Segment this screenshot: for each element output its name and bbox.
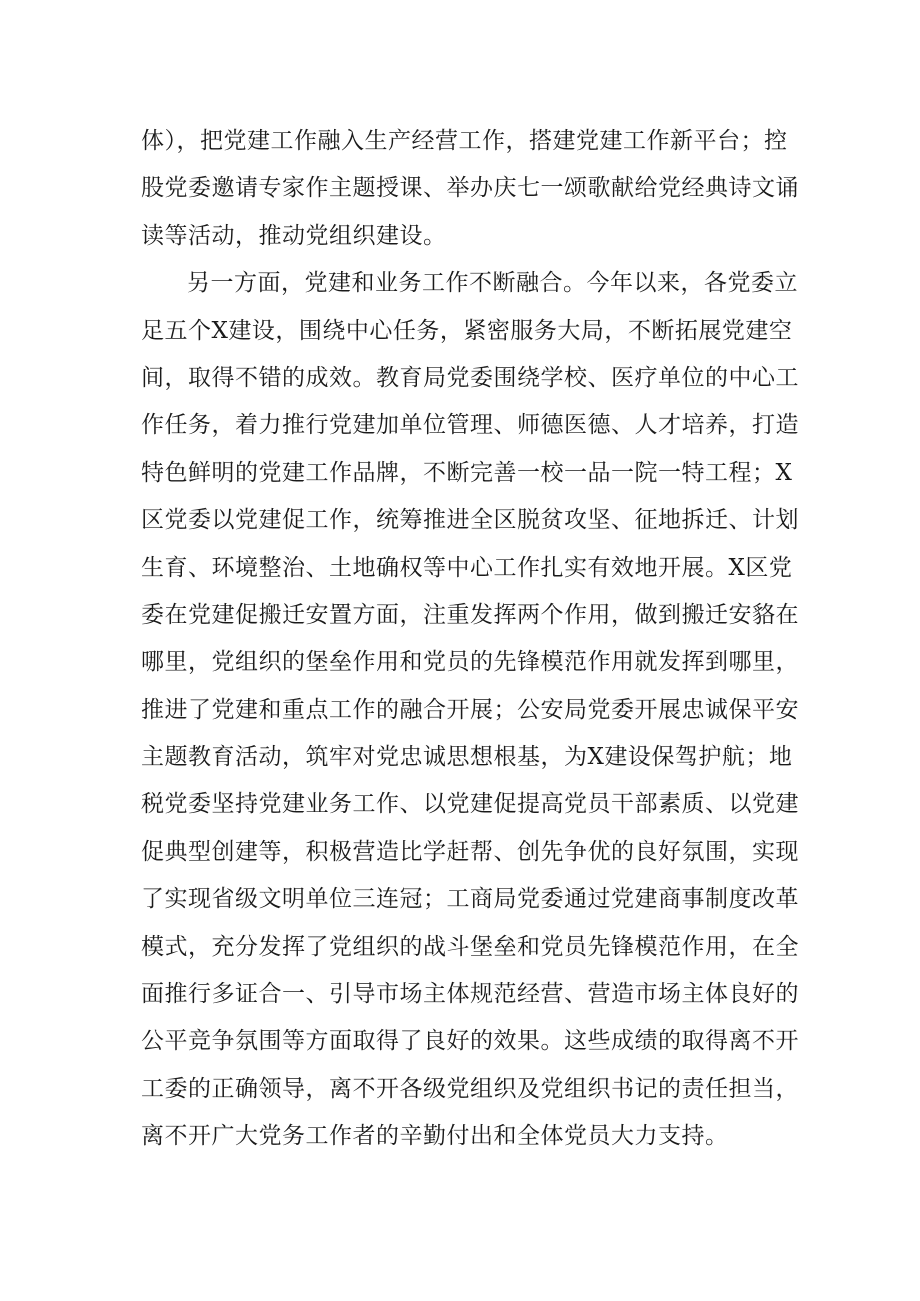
text-line: 面推行多证合一、引导市场主体规范经营、营造市场主体良好的 [141,981,799,1008]
text-line: 体），把党建工作融入生产经营工作，搭建党建工作新平台；控 [141,128,788,154]
text-line: 促典型创建等，积极营造比学赶帮、创先争优的良好氛围，实现 [141,838,799,865]
text-line: 股党委邀请专家作主题授课、举办庆七一颂歌献给党经典诗文诵 [141,175,799,202]
body-text [141,118,799,1161]
text-line: 哪里，党组织的堡垒作用和党员的先锋模范作用就发挥到哪里， [141,649,799,676]
paragraph-2 [141,260,799,1160]
text-line: 特色鲜明的党建工作品牌，不断完善一校一品一院一特工程；X [141,459,793,486]
text-line: 读等活动，推动党组织建设。 [141,222,447,249]
text-line: 主题教育活动，筑牢对党忠诚思想根基，为X建设保驾护航；地 [141,744,793,771]
paragraph-1 [141,118,799,260]
text-line: 推进了党建和重点工作的融合开展；公安局党委开展忠诚保平安 [141,696,799,723]
text-line: 作任务，着力推行党建加单位管理、师德医德、人才培养，打造 [141,412,799,439]
text-line: 足五个X建设，围绕中心任务，紧密服务大局，不断拓展党建空 [141,317,793,344]
text-line: 间，取得不错的成效。教育局党委围绕学校、医疗单位的中心工 [141,364,799,391]
text-line: 模式，充分发挥了党组织的战斗堡垒和党员先锋模范作用，在全 [141,933,799,960]
text-line: 另一方面，党建和业务工作不断融合。今年以来，各党委立 [187,270,798,297]
text-line: 离不开广大党务工作者的辛勤付出和全体党员大力支持。 [141,1123,729,1150]
text-line: 了实现省级文明单位三连冠；工商局党委通过党建商事制度改革 [141,886,799,913]
text-line: 税党委坚持党建业务工作、以党建促提高党员干部素质、以党建 [141,791,799,818]
text-line: 委在党建促搬迁安置方面，注重发挥两个作用，做到搬迁安貉在 [141,601,799,628]
text-line: 工委的正确领导，离不开各级党组织及党组织书记的责任担当， [141,1075,799,1102]
text-line: 公平竞争氛围等方面取得了良好的效果。这些成绩的取得离不开 [141,1028,799,1055]
text-line: 生育、环境整治、土地确权等中心工作扎实有效地开展。X区党 [141,554,793,581]
text-line: 区党委以党建促工作，统筹推进全区脱贫攻坚、征地拆迁、计划 [141,507,799,534]
